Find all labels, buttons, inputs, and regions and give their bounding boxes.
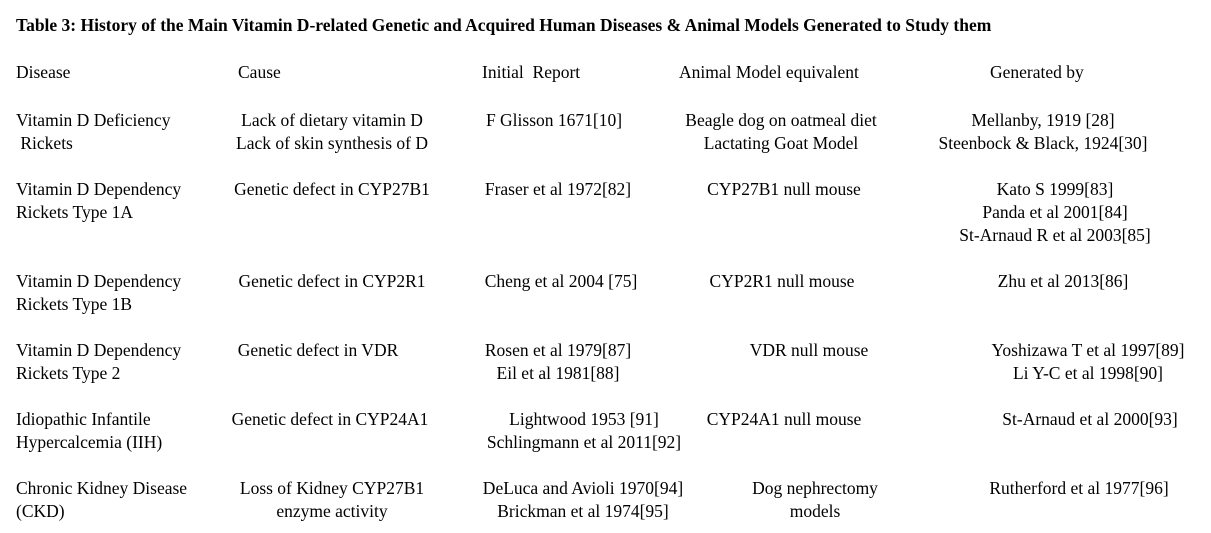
cell-line: Hypercalcemia (IIH) <box>16 432 163 452</box>
cell-cause <box>236 109 428 155</box>
cell-line: Rickets Type 1A <box>16 202 134 222</box>
cell-line: Fraser et al 1972[82] <box>484 179 632 199</box>
cell-cause <box>232 408 429 431</box>
cell-line: CYP2R1 null mouse <box>709 271 855 291</box>
cell-generated-by <box>1002 408 1177 431</box>
header-generated-by: Generated by <box>990 62 1084 82</box>
cell-line: CYP24A1 null mouse <box>706 409 862 429</box>
cell-line: Zhu et al 2013[86] <box>997 271 1129 291</box>
cell-line: Rickets Type 2 <box>16 363 121 383</box>
cell-line: Rickets <box>16 133 73 153</box>
cell-line: St-Arnaud R et al 2003[85] <box>959 225 1151 245</box>
cell-disease <box>16 270 181 316</box>
header-disease: Disease <box>16 62 71 82</box>
cell-line: Schlingmann et al 2011[92] <box>486 432 682 452</box>
cell-line: F Glisson 1671[10] <box>485 110 623 130</box>
cell-animal-model <box>707 178 861 201</box>
cell-line: Lightwood 1953 [91] <box>509 409 659 429</box>
cell-generated-by <box>939 109 1148 155</box>
cell-disease <box>16 109 170 155</box>
cell-initial-report <box>485 339 631 385</box>
cell-line: Steenbock & Black, 1924[30] <box>938 133 1148 153</box>
cell-line: Vitamin D Dependency <box>16 271 182 291</box>
cell-line: Genetic defect in CYP2R1 <box>238 271 426 291</box>
cell-animal-model <box>707 408 862 431</box>
cell-disease <box>16 477 187 523</box>
header-initial-report: Initial Report <box>482 62 581 82</box>
cell-line: Lactating Goat Model <box>703 133 859 153</box>
cell-cause <box>238 270 425 293</box>
table-title: Table 3: History of the Main Vitamin D-related Genetic and Acquired Human Diseases & Animal Models Generated to Study them <box>16 15 992 35</box>
cell-line: Chronic Kidney Disease <box>16 478 188 498</box>
cell-line: Genetic defect in VDR <box>237 340 399 360</box>
cell-line: Loss of Kidney CYP27B1 <box>239 478 425 498</box>
cell-line: Genetic defect in CYP24A1 <box>231 409 429 429</box>
cell-line: DeLuca and Avioli 1970[94] <box>482 478 684 498</box>
cell-line: VDR null mouse <box>749 340 869 360</box>
header-animal-model: Animal Model equivalent <box>679 62 859 82</box>
cell-line: models <box>789 501 841 521</box>
cell-line: Dog nephrectomy <box>752 478 878 498</box>
cell-line: Rosen et al 1979[87] <box>484 340 632 360</box>
cell-line: Rutherford et al 1977[96] <box>989 478 1169 498</box>
cell-line: Yoshizawa T et al 1997[89] <box>991 340 1185 360</box>
header-cause: Cause <box>238 62 281 82</box>
cell-line: Idiopathic Infantile <box>16 409 151 429</box>
cell-animal-model <box>750 339 869 362</box>
cell-line: Brickman et al 1974[95] <box>497 501 669 521</box>
cell-cause <box>240 477 424 523</box>
cell-line: Vitamin D Dependency <box>16 340 182 360</box>
cell-initial-report <box>487 408 681 454</box>
cell-generated-by <box>989 477 1168 500</box>
cell-line: Eil et al 1981[88] <box>496 363 620 383</box>
cell-line: Kato S 1999[83] <box>996 179 1114 199</box>
cell-line: Mellanby, 1919 [28] <box>971 110 1115 130</box>
cell-line: Rickets Type 1B <box>16 294 133 314</box>
cell-generated-by <box>992 339 1185 385</box>
cell-line: Cheng et al 2004 [75] <box>484 271 638 291</box>
cell-initial-report <box>483 477 683 523</box>
cell-line: CYP27B1 null mouse <box>707 179 861 199</box>
cell-generated-by <box>959 178 1151 247</box>
cell-initial-report <box>486 109 622 132</box>
cell-line: Vitamin D Dependency <box>16 179 182 199</box>
cell-line: enzyme activity <box>276 501 388 521</box>
cell-animal-model <box>710 270 855 293</box>
cell-animal-model <box>752 477 878 523</box>
cell-line: Lack of skin synthesis of D <box>236 133 428 153</box>
cell-cause <box>234 178 430 201</box>
cell-disease <box>16 178 181 224</box>
cell-cause <box>238 339 399 362</box>
cell-line: Panda et al 2001[84] <box>982 202 1128 222</box>
cell-line: Lack of dietary vitamin D <box>241 110 423 130</box>
cell-generated-by <box>998 270 1129 293</box>
cell-initial-report <box>485 270 638 293</box>
cell-line: Li Y-C et al 1998[90] <box>1012 363 1164 383</box>
cell-line: Genetic defect in CYP27B1 <box>234 179 430 199</box>
cell-line: Vitamin D Deficiency <box>16 110 171 130</box>
cell-line: St-Arnaud et al 2000[93] <box>1002 409 1178 429</box>
cell-disease <box>16 408 162 454</box>
cell-initial-report <box>485 178 631 201</box>
cell-disease <box>16 339 181 385</box>
cell-line: (CKD) <box>16 501 65 521</box>
cell-animal-model <box>685 109 876 155</box>
cell-line: Beagle dog on oatmeal diet <box>685 110 877 130</box>
